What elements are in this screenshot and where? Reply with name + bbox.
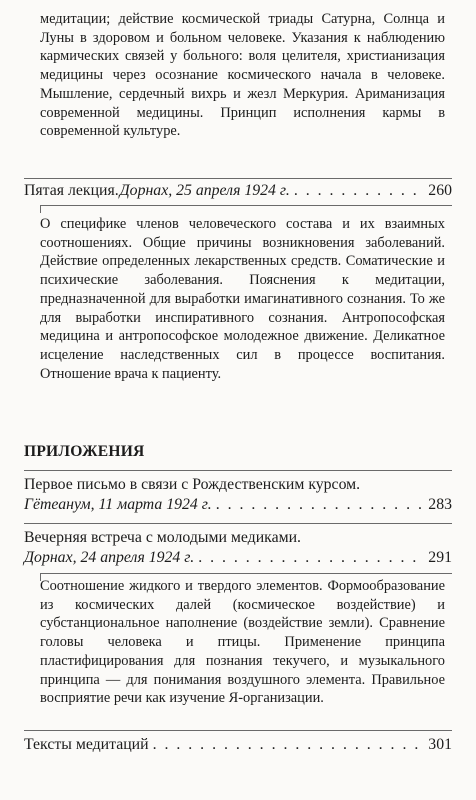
toc-entry-meditations[interactable]: [24, 735, 452, 755]
toc-entry-date: Дорнах, 24 апреля 1924 г.: [24, 549, 195, 566]
evening-summary-text: Соотношение жидкого и твердого элементов. Формообразование из космических далей (космическое воздействие) и субстанциональное наполнение (воздействие земли). Сравнение головы человека и птицы. Применение принципа пластифицирования для познания текучего, и музыкального принципа — для понимания воздушного элемента. Правильное восприятие речи как изучение Я-организации.: [40, 578, 445, 707]
toc-page-number: 260: [428, 182, 452, 199]
toc-entry-letter1[interactable]: [24, 475, 452, 515]
bracket-line: [40, 205, 41, 213]
divider-line: [24, 730, 452, 731]
top-summary-text: медитации; действие космической триады Сатурна, Солнца и Луны в здоровом и больном человеке. Указания к наблюдению кармических связей у больного: воля целителя, христианизация медицины через осознание космического начала в человеке. Мышление, сердечный вихрь и жезл Меркурия. Ариманизация современной медицины. Принцип исполнения кармы в современной культуре.: [40, 11, 445, 140]
toc-entry-title: Тексты медитаций: [24, 736, 149, 753]
dot-leader: [153, 735, 425, 755]
toc-entry-evening[interactable]: [24, 528, 452, 568]
lecture5-summary-text: О специфике членов человеческого состава и их взаимных соотношениях. Общие причины возникновения заболеваний. Действие определенных лекарственных средств. Соматические и психические заболевания. Пояснения к медитации, предназначенной для выработки имагинативного сознания. То же для выработки инспиративного сознания. Антропософская медицина и антропософское молодежное движение. Деликатное исцеление наследственных сил в процессе воспитания. Отношение врача к пациенту.: [40, 216, 445, 382]
dot-leader: [294, 181, 424, 201]
toc-page-number: 283: [428, 496, 452, 513]
divider-line: [40, 573, 452, 574]
toc-page-number: 301: [428, 736, 452, 753]
toc-entry-date: Дорнах, 25 апреля 1924 г.: [119, 182, 290, 199]
dot-leader: [198, 548, 424, 568]
toc-page-number: 291: [428, 549, 452, 566]
toc-entry-title: Первое письмо в связи с Рождественским курсом.: [24, 476, 361, 493]
divider-line: [24, 523, 452, 524]
toc-entry-lecture5[interactable]: [24, 181, 452, 201]
toc-entry-title: Пятая лекция.: [24, 182, 119, 199]
divider-line: [24, 470, 452, 471]
dot-leader: [216, 495, 425, 515]
divider-line: [40, 205, 452, 206]
section-heading: ПРИЛОЖЕНИЯ: [24, 443, 145, 460]
toc-entry-title: Вечерняя встреча с молодыми медиками.: [24, 529, 302, 546]
divider-line: [24, 178, 452, 179]
toc-entry-date: Гётеанум, 11 марта 1924 г.: [24, 496, 212, 513]
